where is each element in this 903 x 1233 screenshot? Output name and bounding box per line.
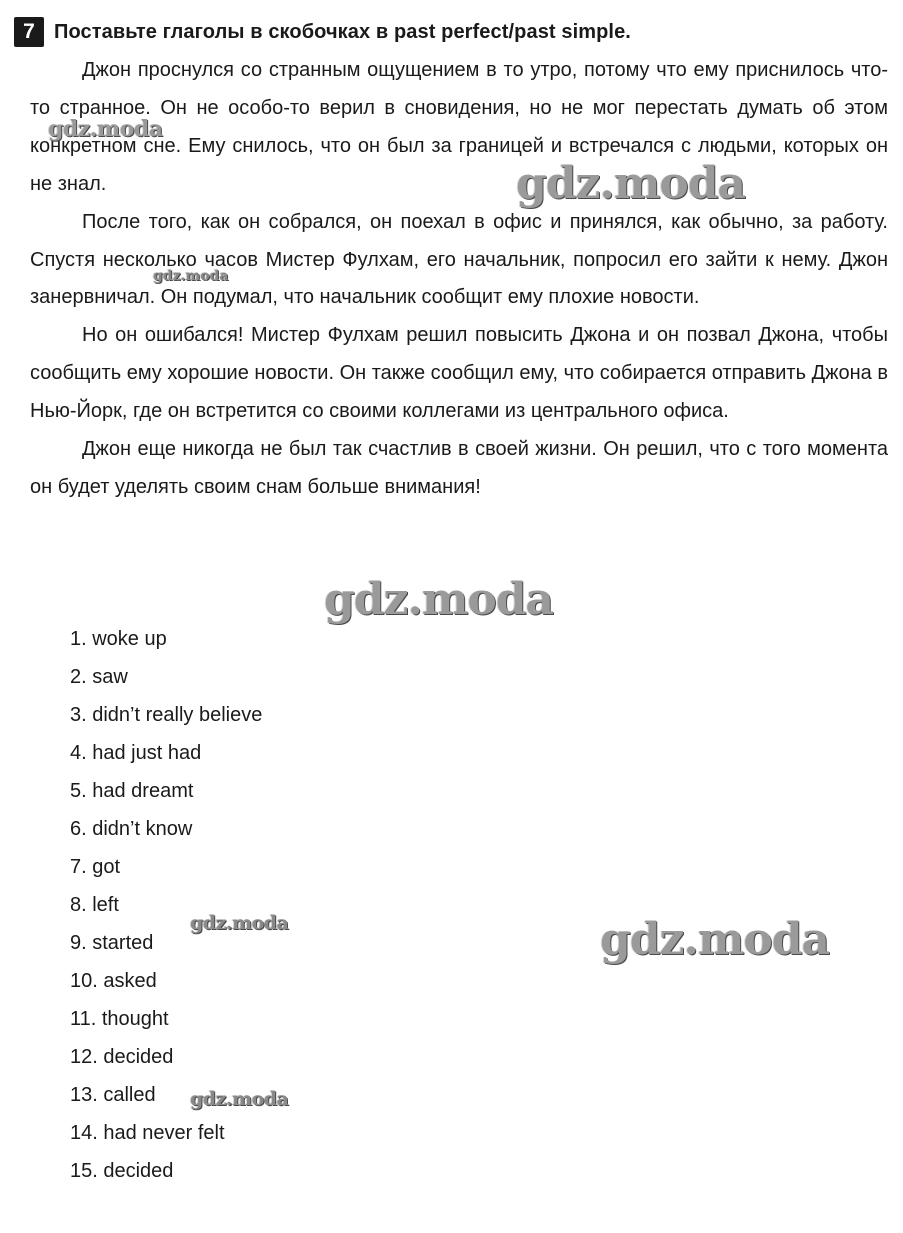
watermark: gdz.moda xyxy=(516,158,746,209)
answer-item: 14. had never felt xyxy=(70,1122,225,1144)
answer-item: 4. had just had xyxy=(70,742,202,764)
answer-item: 15. decided xyxy=(70,1160,174,1182)
answer-item: 13. called xyxy=(70,1084,156,1106)
answer-item: 1. woke up xyxy=(70,628,167,650)
answer-item: 3. didn’t really believe xyxy=(70,704,263,726)
watermark: gdz.moda xyxy=(153,268,229,284)
answer-item: 7. got xyxy=(70,856,121,878)
paragraph-1: Джон проснулся со странным ощущением в то утро, потому что ему приснилось что-то странное. Он не особо-то верил в сновидения, но не мог перестать думать об этом конкретном сне. Ему снилось, что он был за границей и встречался с людьми, которых он не знал. xyxy=(30,59,888,195)
answer-list xyxy=(70,620,262,1190)
task-title: Поставьте глаголы в скобочках в past perfect/past simple. xyxy=(54,20,631,43)
task-header xyxy=(14,17,631,47)
answer-item: 6. didn’t know xyxy=(70,818,193,840)
answer-item: 12. decided xyxy=(70,1046,174,1068)
watermark: gdz.moda xyxy=(190,912,289,934)
answer-item: 8. left xyxy=(70,894,119,916)
paragraph-2: После того, как он собрался, он поехал в офис и принялся, как обычно, за работу. Спустя несколько часов Мистер Фулхам, его начальник, попросил его зайти к нему. Джон занервничал. Он подумал, что начальник сообщит ему плохие новости. xyxy=(30,210,888,309)
answer-item: 11. thought xyxy=(70,1008,169,1030)
answer-item: 9. started xyxy=(70,932,154,954)
watermark: gdz.moda xyxy=(600,914,830,965)
paragraph-4: Джон еще никогда не был так счастлив в своей жизни. Он решил, что с того момента он будет уделять своим снам больше внимания! xyxy=(30,438,888,498)
watermark: gdz.moda xyxy=(48,116,163,142)
story-text xyxy=(30,52,888,507)
answer-item: 2. saw xyxy=(70,666,128,688)
watermark: gdz.moda xyxy=(324,574,554,625)
task-number-badge: 7 xyxy=(14,17,44,47)
paragraph-3: Но он ошибался! Мистер Фулхам решил повысить Джона и он позвал Джона, чтобы сообщить ему хорошие новости. Он также сообщил ему, что собирается отправить Джона в Нью-Йорк, где он встретится со своими коллегами из центрального офиса. xyxy=(30,324,888,423)
answer-item: 10. asked xyxy=(70,970,157,992)
answer-item: 5. had dreamt xyxy=(70,780,194,802)
watermark: gdz.moda xyxy=(190,1088,289,1110)
